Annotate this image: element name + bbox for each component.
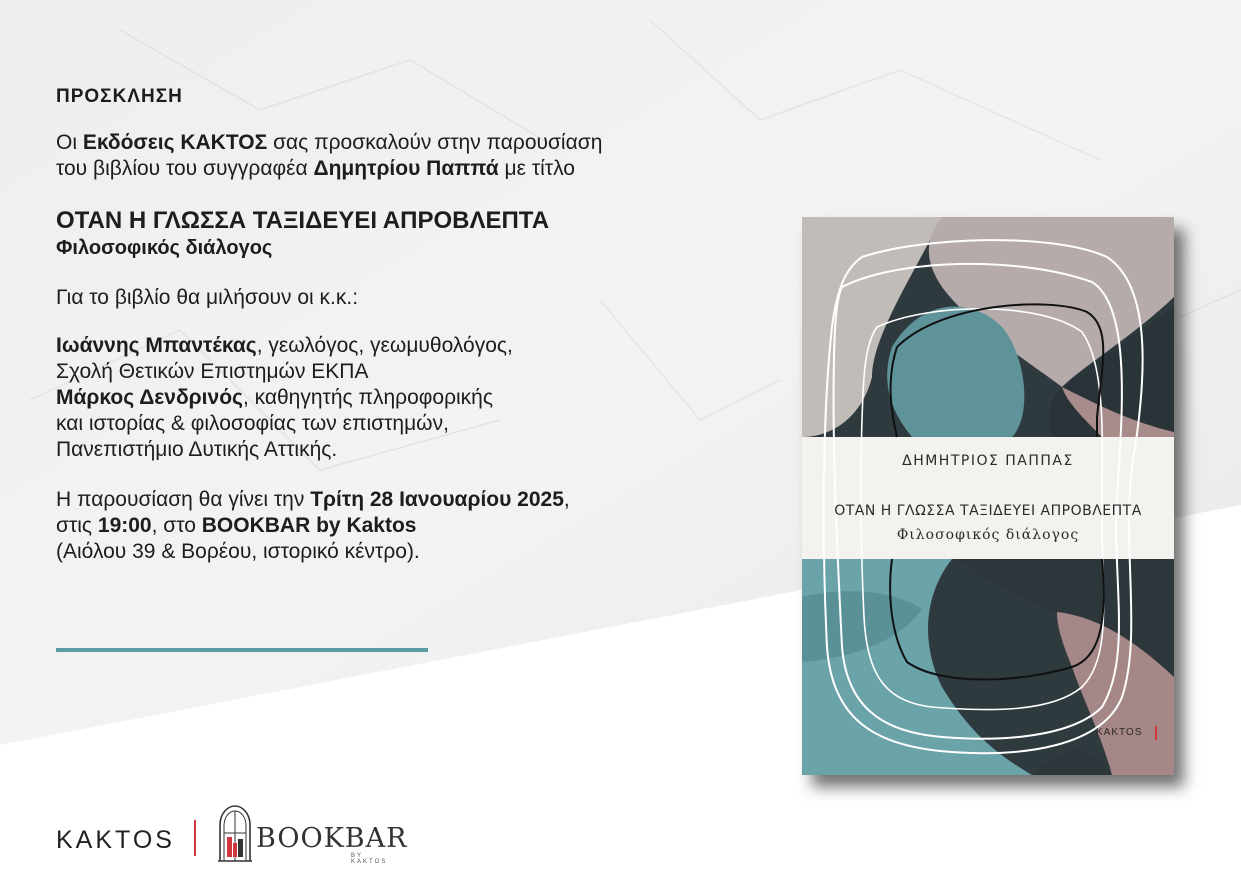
book-subtitle: Φιλοσοφικός διάλογος	[56, 237, 273, 259]
invitation-text	[56, 84, 776, 565]
event-address: (Αιόλου 39 & Βορέου, ιστορικό κέντρο).	[56, 540, 420, 563]
intro-text: σας προσκαλούν στην παρουσίαση	[267, 131, 603, 154]
publisher-name: Εκδόσεις ΚΑΚΤΟΣ	[82, 131, 268, 154]
intro-paragraph	[56, 130, 776, 182]
book-cover	[802, 217, 1174, 775]
speaker-line	[56, 385, 776, 411]
book-title: ΟΤΑΝ Η ΓΛΩΣΣΑ ΤΑΞΙΔΕΥΕΙ ΑΠΡΟΒΛΕΠΤΑ	[56, 207, 550, 234]
event-date: Τρίτη 28 Ιανουαρίου 2025	[310, 488, 564, 511]
cover-publisher: KAKTOS	[1096, 727, 1143, 738]
intro-line-1	[56, 130, 776, 156]
speaker-role: , γεωλόγος, γεωμυθολόγος,	[256, 334, 513, 357]
speaker-line	[56, 333, 776, 359]
speaker-role: , καθηγητής πληροφορικής	[242, 386, 493, 409]
cover-title: ΟΤΑΝ Η ΓΛΩΣΣΑ ΤΑΞΙΔΕΥΕΙ ΑΠΡΟΒΛΕΠΤΑ	[834, 503, 1142, 519]
intro-line-2	[56, 156, 776, 182]
intro-text: Οι	[56, 131, 83, 154]
bookbar-logo: BOOKBAR	[256, 823, 408, 854]
event-details	[56, 487, 776, 565]
cover-author: ΔΗΜΗΤΡΙΟΣ ΠΑΠΠΑΣ	[902, 453, 1074, 469]
bookbar-logo-sub: BY KAKTOS	[351, 853, 388, 865]
speaker-role-continued: και ιστορίας & φιλοσοφίας των επιστημών,	[56, 412, 449, 435]
speaker-affiliation: Πανεπιστήμιο Δυτικής Αττικής.	[56, 438, 338, 461]
event-text: , στο	[151, 514, 202, 537]
event-venue: BOOKBAR by Kaktos	[201, 514, 417, 537]
event-line-1	[56, 487, 776, 513]
intro-text: με τίτλο	[498, 157, 575, 180]
invitation-heading: ΠΡΟΣΚΛΗΣΗ	[56, 86, 183, 107]
book-cover-art	[802, 217, 1174, 775]
event-text: Η παρουσίαση θα γίνει την	[56, 488, 311, 511]
speakers-list	[56, 333, 776, 463]
kaktos-logo: KAKTOS	[56, 826, 175, 854]
accent-divider	[56, 648, 428, 652]
speakers-intro: Για το βιβλίο θα μιλήσουν οι κ.κ.:	[56, 286, 359, 309]
event-text: ,	[563, 488, 570, 511]
speaker-affiliation: Σχολή Θετικών Επιστημών ΕΚΠΑ	[56, 360, 369, 383]
author-name: Δημητρίου Παππά	[313, 157, 499, 180]
speaker-name: Μάρκος Δενδρινός	[56, 386, 243, 409]
intro-text: του βιβλίου του συγγραφέα	[56, 157, 314, 180]
cover-subtitle: Φιλοσοφικός διάλογος	[896, 527, 1080, 543]
cover-publisher-bar	[1155, 726, 1157, 740]
event-time: 19:00	[97, 514, 152, 537]
logo-divider	[194, 820, 196, 856]
bookbar-arch-icon	[216, 803, 254, 863]
event-text: στις	[56, 514, 98, 537]
speaker-name: Ιωάννης Μπαντέκας	[56, 334, 257, 357]
event-line-2	[56, 513, 776, 539]
